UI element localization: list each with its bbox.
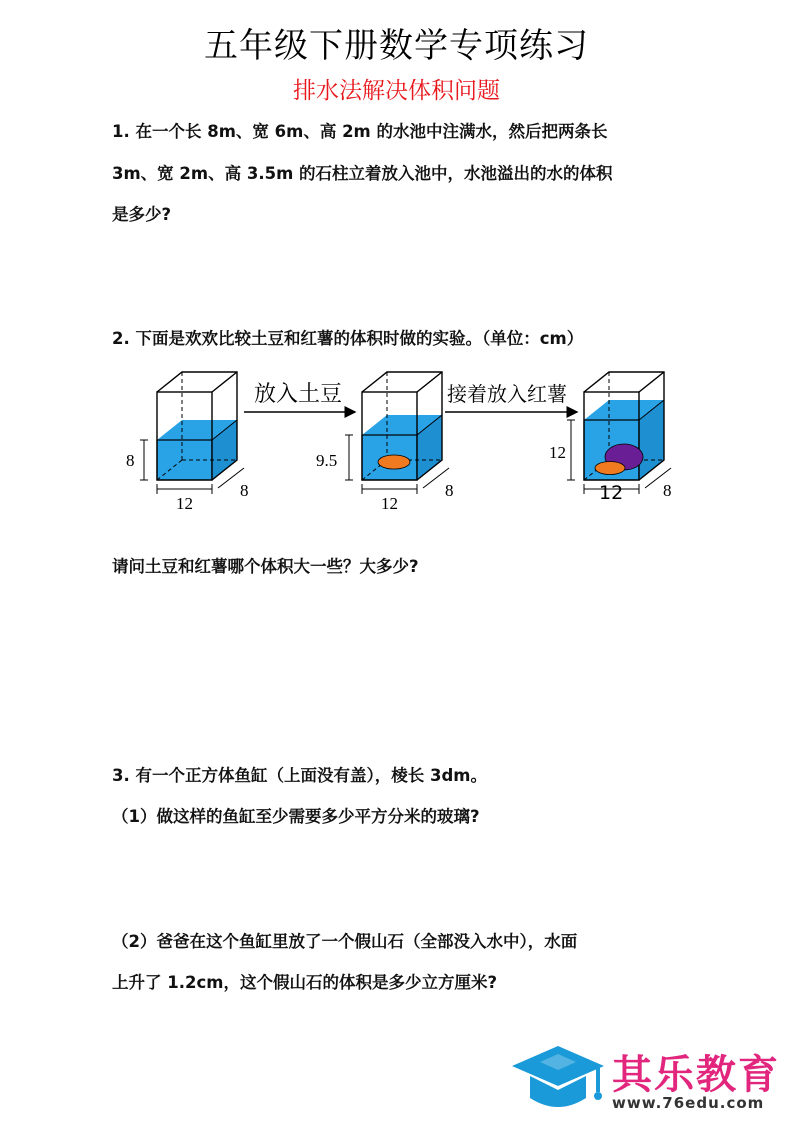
box-2-height-label: 9.5: [316, 451, 338, 470]
question-2-question: 请问土豆和红薯哪个体积大一些？大多少?: [112, 557, 419, 576]
box-3-length-label: 12: [599, 482, 624, 504]
question-1-line-3: 是多少?: [112, 205, 172, 224]
question-3-intro: 3. 有一个正方体鱼缸（上面没有盖），棱长 3dm。: [112, 766, 487, 785]
graduation-cap-icon: [506, 1040, 608, 1120]
page-title: 五年级下册数学专项练习: [204, 26, 589, 66]
potato-shape: [378, 455, 410, 469]
box-1-length-label: 12: [176, 494, 193, 513]
box-1-height-label: 8: [126, 451, 135, 470]
arrow-2-label: 接着放入红薯: [447, 382, 567, 406]
experiment-figure: [112, 362, 682, 514]
question-1-line-1: 1. 在一个长 8m、宽 6m、高 2m 的水池中注满水，然后把两条长: [112, 122, 608, 141]
box-2-width-label: 8: [445, 481, 454, 500]
question-3-part-2-line-1: （2）爸爸在这个鱼缸里放了一个假山石（全部没入水中），水面: [112, 932, 578, 951]
container-box-3: [549, 372, 672, 504]
arrow-1-label: 放入土豆: [254, 382, 343, 407]
container-box-1: [126, 372, 249, 513]
question-3-part-1: （1）做这样的鱼缸至少需要多少平方分米的玻璃?: [112, 807, 480, 826]
question-3-part-2-line-2: 上升了 1.2cm，这个假山石的体积是多少立方厘米?: [112, 973, 498, 992]
box-2-length-label: 12: [381, 494, 398, 513]
box-1-width-label: 8: [240, 481, 249, 500]
question-2-intro: 2. 下面是欢欢比较土豆和红薯的体积时做的实验。（单位：cm）: [112, 329, 584, 348]
logo-url: www.76edu.com: [612, 1094, 765, 1112]
box-3-height-label: 12: [549, 443, 566, 462]
logo-name: 其乐教育: [612, 1052, 780, 1098]
box-3-width-label: 8: [663, 481, 672, 500]
page-subtitle: 排水法解决体积问题: [293, 78, 500, 104]
question-1-line-2: 3m、宽 2m、高 3.5m 的石柱立着放入池中，水池溢出的水的体积: [112, 164, 613, 183]
potato-shape-box-3: [595, 462, 625, 475]
